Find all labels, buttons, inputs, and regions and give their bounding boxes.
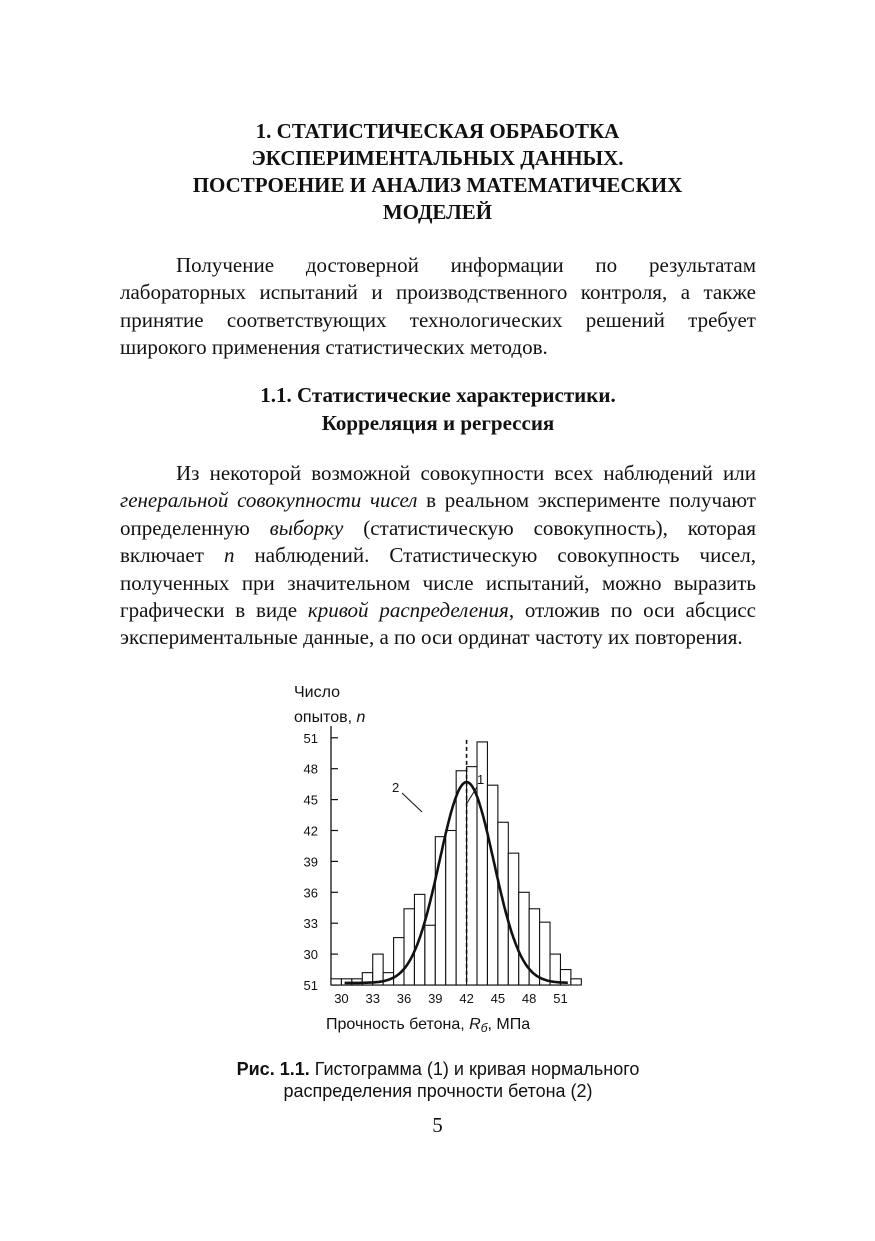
chapter-heading-line-4: МОДЕЛЕЙ (382, 200, 493, 224)
y-tick-label-5: 36 (303, 885, 318, 901)
histogram-bar-15 (487, 785, 497, 985)
caption-line-1 (120, 1058, 756, 1080)
body-text-1: Из некоторой возможной совокупности всех наблюдений или (176, 461, 756, 485)
y-tick-label-2: 45 (303, 792, 318, 808)
term-general-population: генеральной совокупности чисел (120, 488, 418, 513)
histogram-bar-20 (540, 922, 550, 985)
histogram-bar-0 (331, 979, 341, 985)
histogram-bar-7 (404, 909, 414, 985)
body-text-5: , отложив по оси абсцисс экспериментальные данные, а по оси ординат частоту их повторения. (120, 598, 756, 650)
y-tick-label-0: 51 (303, 730, 318, 746)
y-axis-label-text: опытов, (294, 709, 357, 726)
y-axis-label-line-2 (294, 709, 366, 726)
x-ticks (334, 991, 567, 1006)
x-tick-label-7: 51 (553, 991, 568, 1006)
histogram-bars (331, 742, 581, 985)
x-axis-label-unit: , МПа (487, 1016, 531, 1033)
x-tick-label-0: 30 (334, 991, 349, 1006)
histogram-label: 1 (477, 772, 485, 787)
x-axis-label (326, 1016, 530, 1035)
histogram-bar-17 (508, 853, 518, 985)
x-axis-label-text: Прочность бетона, (326, 1016, 470, 1033)
y-tick-label-7: 30 (303, 947, 318, 963)
y-tick-label-3: 42 (303, 823, 318, 839)
histogram-bar-23 (571, 979, 581, 985)
x-tick-label-5: 45 (490, 991, 506, 1006)
x-axis-label-sub: б (480, 1021, 488, 1035)
histogram-bar-18 (519, 892, 529, 985)
histogram-bar-12 (456, 771, 466, 985)
caption-figure-number: Рис. 1.1. (236, 1059, 310, 1079)
y-tick-label-1: 48 (303, 761, 318, 777)
body-text-2: в реальном эксперименте получают определенную (120, 488, 756, 540)
var-n: n (223, 543, 235, 568)
y-tick-label-8: 51 (303, 978, 318, 993)
x-tick-label-3: 39 (428, 991, 443, 1006)
figure-caption (120, 1058, 756, 1102)
y-axis-label-var: n (356, 709, 366, 726)
term-sample: выборку (269, 515, 344, 540)
y-ticks (304, 731, 338, 993)
term-distribution-curve: кривой распределения (307, 598, 509, 623)
y-tick-label-4: 39 (303, 854, 318, 870)
body-text-4: наблюдений. Статистическую совокупность чисел, полученных при значительном числе испытаний, можно выразить графически в виде (120, 543, 756, 623)
chapter-heading-line-3: ПОСТРОЕНИЕ И АНАЛИЗ МАТЕМАТИЧЕСКИХ (192, 173, 683, 197)
intro-paragraph-text: Получение достоверной информации по результатам лабораторных испытаний и производственного контроля, а также принятие соответствующих технологических решений требует широкого применения статистических методов. (120, 253, 756, 360)
caption-text-1: Гистограмма (1) и кривая нормального (309, 1059, 640, 1079)
histogram-bar-11 (446, 831, 456, 986)
x-tick-label-2: 36 (396, 991, 412, 1006)
y-axis-label-line-1: Число (294, 684, 341, 701)
body-text-3: (статистическую совокупность), которая включает (120, 515, 756, 568)
chapter-heading-line-1: 1. СТАТИСТИЧЕСКАЯ ОБРАБОТКА (255, 119, 620, 143)
x-axis-label-var: R (469, 1016, 481, 1033)
x-tick-label-6: 48 (521, 991, 537, 1006)
caption-line-2: распределения прочности бетона (2) (283, 1081, 593, 1101)
histogram-bar-13 (467, 767, 477, 985)
section-heading-line-2: Корреляция и регрессия (321, 411, 555, 435)
x-tick-label-4: 42 (459, 991, 474, 1006)
y-tick-label-6: 33 (303, 916, 318, 932)
x-tick-label-1: 33 (365, 991, 380, 1006)
page-number: 5 (432, 1113, 443, 1137)
curve-leader-line (402, 793, 422, 812)
curve-label: 2 (392, 780, 400, 795)
section-heading-line-1: 1.1. Статистические характеристики. (260, 383, 616, 407)
chapter-heading-line-2: ЭКСПЕРИМЕНТАЛЬНЫХ ДАННЫХ. (251, 146, 624, 170)
histogram-bar-9 (425, 925, 435, 985)
